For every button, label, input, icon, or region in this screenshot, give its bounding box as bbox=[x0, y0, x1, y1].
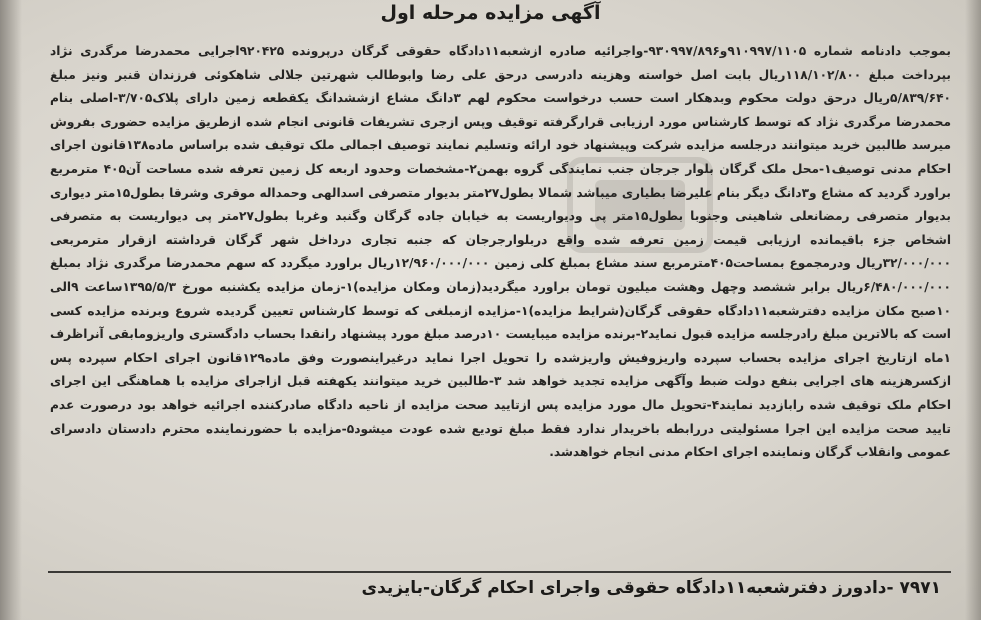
notice-title: آگهی مزایده مرحله اول bbox=[380, 2, 601, 24]
paper-left-edge-shadow bbox=[0, 0, 22, 620]
notice-body: بموجب دادنامه شماره ۹۱۰۹۹۷/۱۱۰۵و۹۳۰۹۹۷/۸۹۶-واجرائیه صادره ازشعبه۱۱دادگاه حقوقی گرگان درپرونده ۹۲۰۴۲۵اجرایی محمدرضا مرگدری نژاد بپرداخت مبلغ ۱۱۸/۱۰۲/۸۰۰ریال بابت اصل خواسته وهزینه دادرسی درحق علی رضا وابوطالب شهرتین جلالی شاهکوئی فرزندان قنبر ونیز مبلغ ۵/۸۳۹/۶۴۰ریال درحق دولت محکوم وبدهکار است حسب درخواست محکوم لهم ۳دانگ مشاع ازششدانگ یکقطعه زمین دارای پلاک۳/۷۰۵-اصلی بنام محمدرضا مرگدری نژاد که توسط کارشناس مورد ارزیابی قرارگرفته توقیف وپس ازجری تشریفات قانونی انجام شده ازطریق مزایده حضوری بفروش میرسد طالبین خرید میتوانند درجلسه مزایده شرکت وپیشنهاد خود ارائه وتسلیم نمایند توصیف اجمالی ملک توقیف شده براساس ماده۱۳۸قانون اجرای احکام مدنی توصیف۱-محل ملک گرگان بلوار جرجان جنب نمایندگی گروه بهمن۲-مشخصات وحدود اربعه کل زمین تعرفه شده مساحت آن۴۰۵ مترمربع براورد گردید که مشاع و۳دانگ دیگر بنام علیرضا بطیاری میباشد شمالا بطول۲۷متر بدیوار متصرفی اسدالهی وحمداله موقری وشرقا بطول۱۵متر دیواری بدیوار متصرفی رمضانعلی شاهینی وجنوبا بطول۱۵متر پی ودیواریست به خیابان جاده گرگان وگنبد وغربا بطول۲۷متر پی دیواریست به متصرفی اشخاص جزء باقیمانده ارزیابی قیمت زمین تعرفه شده واقع دربلوارجرجان که جنبه تجاری درداخل شهر گرگان قرداشته ازقرار مترمربعی ۳۲/۰۰۰/۰۰۰ریال ودرمجموع بمساحت۴۰۵مترمربع سند مشاع بمبلغ کلی زمین ۱۲/۹۶۰/۰۰۰/۰۰۰ریال براورد میگردد که سهم محمدرضا مرگدری نژاد بمبلغ ۶/۴۸۰/۰۰۰/۰۰۰ریال برابر ششصد وچهل وهشت میلیون تومان براورد میگردید(زمان ومکان مزایده)۱-زمان مزایده یکشنبه مورخ ۱۳۹۵/۵/۳ساعت ۹الی ۱۰صبح مکان مزایده دفترشعبه۱۱دادگاه حقوقی گرگان(شرایط مزایده)۱-مزایده ازمبلغی که توسط کارشناس تعیین گردیده شروع وبرنده مزایده کسی است که بالاترین مبلغ رادرجلسه مزایده قبول نماید۲-برنده مزایده میبایست ۱۰درصد مبلغ مورد پیشنهاد رانقدا بحساب دادگستری واریزومابقی آنراظرف ۱ماه ازتاریخ اجرای مزایده بحساب سپرده واریزوفیش واریزشده را تحویل اجرا نماید درغیراینصورت وفق ماده۱۲۹قانون اجرای احکام سپرده پس ازکسرهزینه های اجرایی بنفع دولت ضبط وآگهی مزایده تجدید خواهد شد ۳-طالبین خرید میتوانند یکهفته قبل ازاجرای مزایده با هماهنگی این اجرای احکام ملک توقیف شده رابازدید نمایند۴-تحویل مال مورد مزایده پس ازتایید صحت مزایده از ناحیه دادگاه صادرکننده اجرائیه خواهد بود درصورت عدم تایید صحت مزایده این اجرا مسئولیتی دررابطه باخریدار ندارد فقط مبلغ تودیع شده عودت میشود۵-مزایده با حضورنماینده محترم دادستان دادسرای عمومی وانقلاب گرگان ونماینده اجرای احکام مدنی انجام خواهدشد. bbox=[50, 44, 952, 460]
notice-signature: ۷۹۷۱ -دادورز دفترشعبه۱۱دادگاه حقوقی واجرای احکام گرگان-بایزیدی bbox=[361, 578, 941, 598]
paper-right-edge-shadow bbox=[965, 0, 981, 620]
divider-line bbox=[48, 571, 951, 573]
